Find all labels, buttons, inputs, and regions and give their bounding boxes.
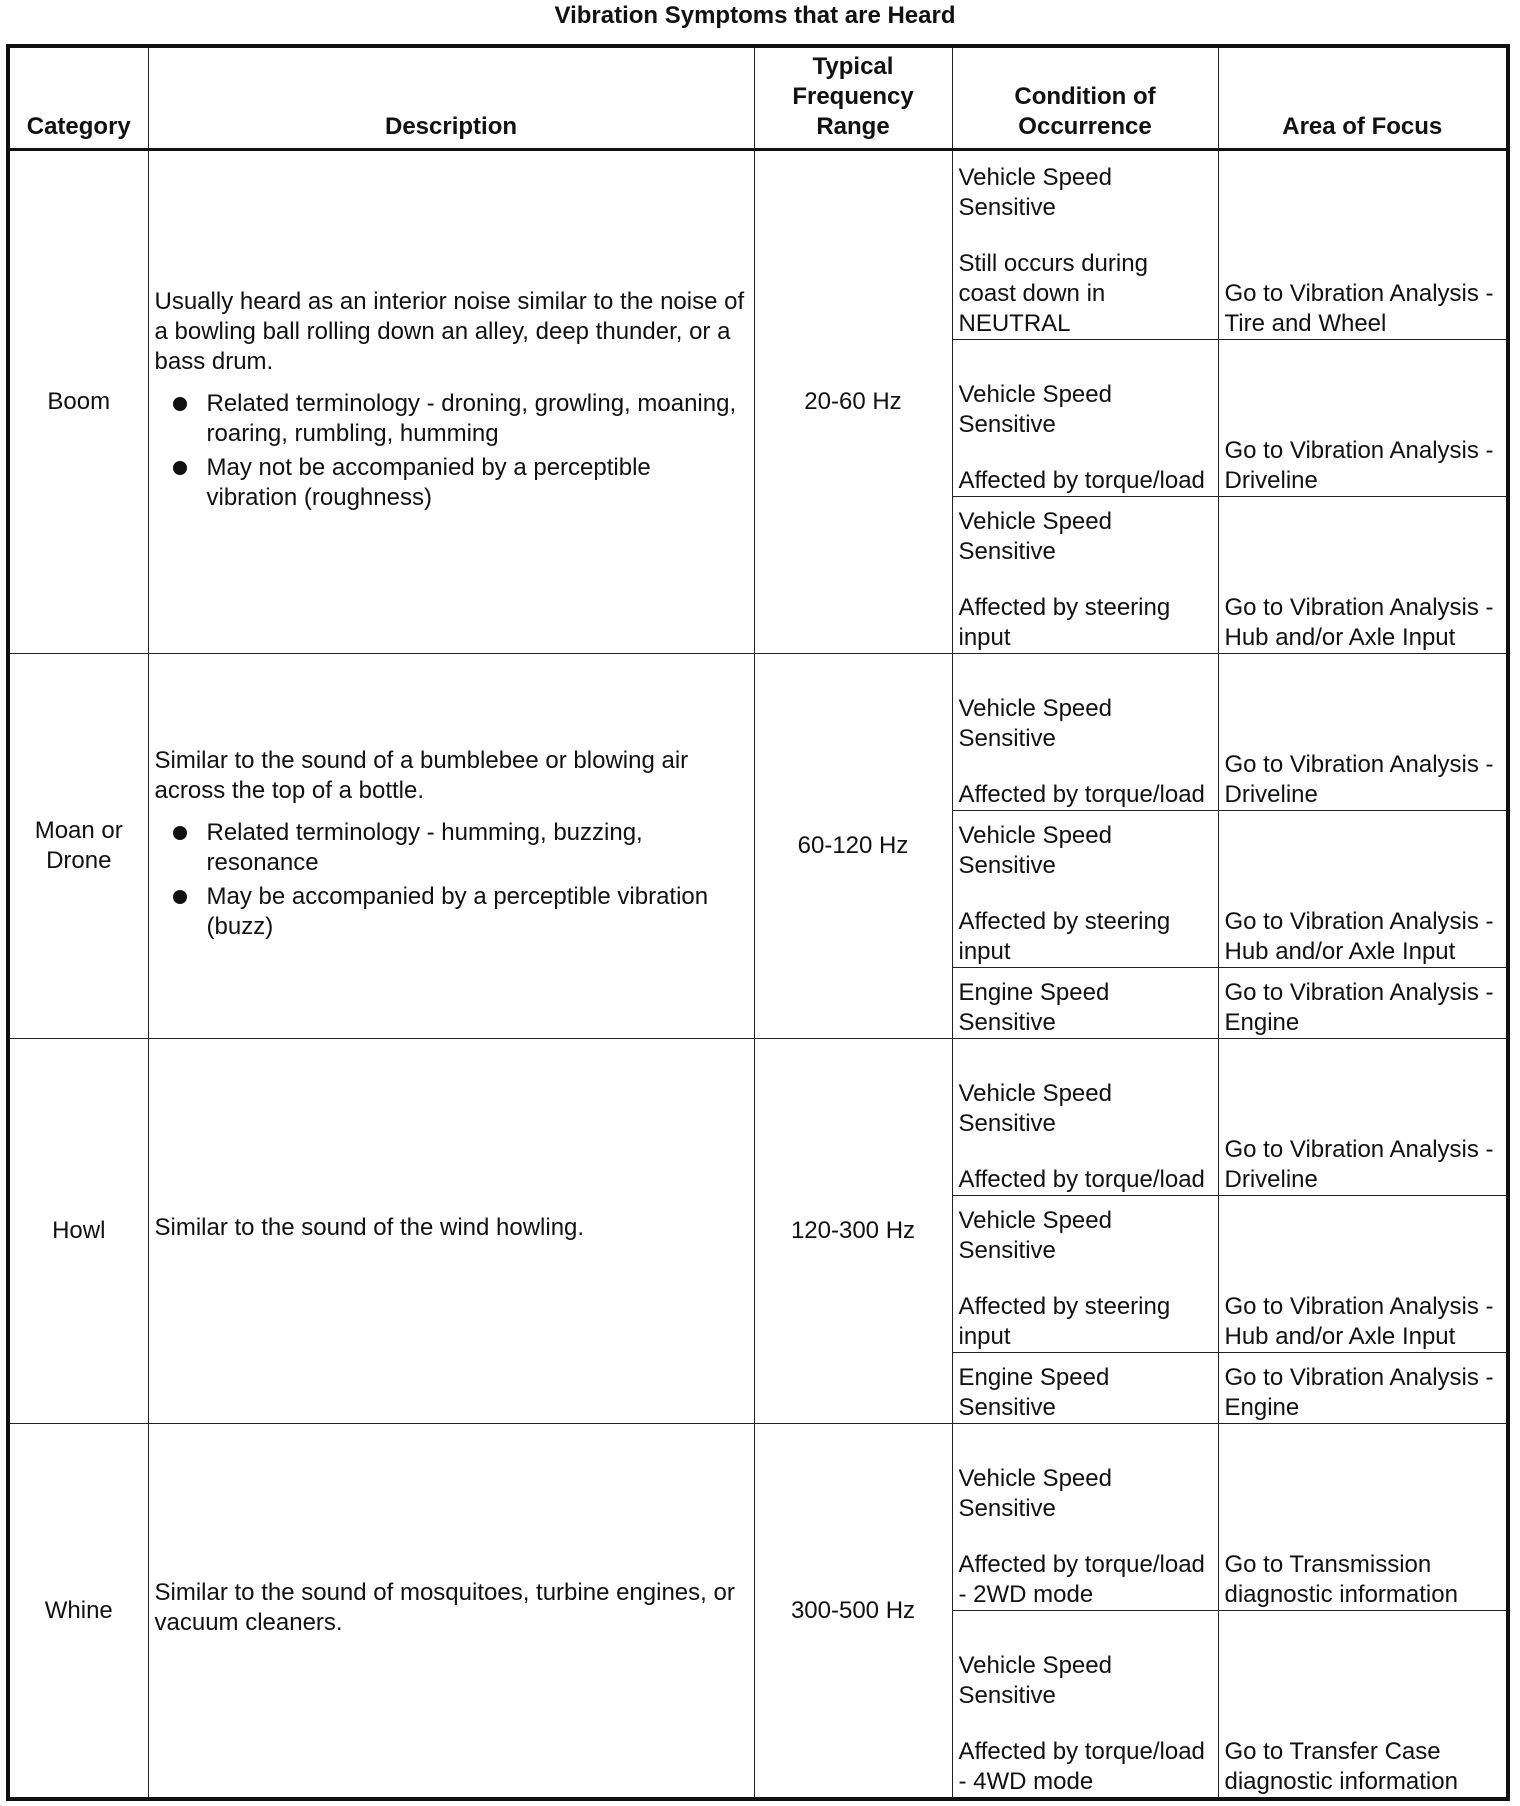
focus-cell: Go to Vibration Analysis - Driveline — [1218, 340, 1508, 497]
condition-primary: Vehicle Speed Sensitive — [958, 164, 1112, 221]
table-header-row — [8, 46, 1508, 150]
condition-secondary: Affected by steering input — [958, 594, 1171, 651]
condition-primary: Vehicle Speed Sensitive — [958, 381, 1112, 438]
bullet-text: Related terminology - droning, growling, moaning, roaring, rumbling, humming — [206, 390, 737, 447]
header-condition: Condition of Occurrence — [952, 46, 1218, 150]
table-row — [8, 150, 1508, 340]
bullet-text: May not be accompanied by a perceptible vibration (roughness) — [206, 454, 651, 511]
description-cell — [148, 1039, 754, 1424]
description-cell — [148, 150, 754, 654]
bullet-icon — [173, 826, 187, 840]
bullet-text: May be accompanied by a perceptible vibration (buzz) — [206, 883, 709, 940]
table-row — [8, 1424, 1508, 1611]
focus-cell: Go to Vibration Analysis - Engine — [1218, 968, 1508, 1039]
focus-cell: Go to Vibration Analysis - Engine — [1218, 1353, 1508, 1424]
terminology-list — [155, 818, 748, 942]
focus-cell: Go to Transmission diagnostic information — [1218, 1424, 1508, 1611]
condition-primary: Vehicle Speed Sensitive — [958, 695, 1112, 752]
list-item — [155, 818, 748, 878]
condition-cell — [952, 340, 1218, 497]
condition-secondary: Still occurs during coast down in NEUTRAL — [958, 250, 1148, 337]
frequency-cell: 60-120 Hz — [754, 654, 952, 1039]
condition-secondary: Affected by torque/load — [958, 467, 1205, 494]
vibration-symptoms-table — [6, 44, 1510, 1801]
focus-cell: Go to Vibration Analysis - Driveline — [1218, 1039, 1508, 1196]
description-cell — [148, 1424, 754, 1800]
condition-primary: Vehicle Speed Sensitive — [958, 1652, 1112, 1709]
category-name: Moan or Drone — [34, 817, 123, 874]
focus-cell: Go to Vibration Analysis - Tire and Wheel — [1218, 150, 1508, 340]
header-frequency: Typical Frequency Range — [754, 46, 952, 150]
condition-primary: Vehicle Speed Sensitive — [958, 1207, 1112, 1264]
condition-primary: Vehicle Speed Sensitive — [958, 508, 1112, 565]
description-text: Similar to the sound of a bumblebee or blowing air across the top of a bottle. — [154, 747, 689, 804]
table-row — [8, 654, 1508, 811]
condition-primary: Engine Speed Sensitive — [958, 1364, 1110, 1421]
list-item — [155, 453, 748, 513]
condition-secondary: Affected by torque/load - 4WD mode — [958, 1738, 1205, 1795]
bullet-icon — [173, 461, 187, 475]
category-cell — [8, 654, 148, 1039]
bullet-text: Related terminology - humming, buzzing, resonance — [206, 819, 643, 876]
condition-cell — [952, 1039, 1218, 1196]
description-cell — [148, 654, 754, 1039]
condition-secondary: Affected by torque/load - 2WD mode — [958, 1551, 1205, 1608]
condition-cell — [952, 1353, 1218, 1424]
focus-cell: Go to Vibration Analysis - Hub and/or Axle Input — [1218, 497, 1508, 654]
condition-cell — [952, 1611, 1218, 1800]
frequency-cell: 300-500 Hz — [754, 1424, 952, 1800]
header-focus: Area of Focus — [1218, 46, 1508, 150]
list-item — [155, 882, 748, 942]
page-title: Vibration Symptoms that are Heard — [554, 2, 956, 29]
condition-cell — [952, 1424, 1218, 1611]
condition-secondary: Affected by torque/load — [958, 1166, 1205, 1193]
condition-cell — [952, 811, 1218, 968]
bullet-icon — [173, 397, 187, 411]
focus-cell: Go to Transfer Case diagnostic information — [1218, 1611, 1508, 1800]
condition-cell — [952, 497, 1218, 654]
list-item — [155, 389, 748, 449]
condition-secondary: Affected by steering input — [958, 908, 1171, 965]
frequency-cell: 20-60 Hz — [754, 150, 952, 654]
header-category: Category — [8, 46, 148, 150]
condition-cell — [952, 654, 1218, 811]
category-cell: Whine — [8, 1424, 148, 1800]
category-cell: Howl — [8, 1039, 148, 1424]
description-text: Similar to the sound of mosquitoes, turbine engines, or vacuum cleaners. — [154, 1578, 735, 1636]
condition-cell — [952, 150, 1218, 340]
condition-primary: Vehicle Speed Sensitive — [958, 822, 1112, 879]
focus-cell: Go to Vibration Analysis - Driveline — [1218, 654, 1508, 811]
condition-secondary: Affected by steering input — [958, 1293, 1171, 1350]
condition-primary: Engine Speed Sensitive — [958, 979, 1110, 1036]
condition-secondary: Affected by torque/load — [958, 781, 1205, 808]
condition-cell — [952, 1196, 1218, 1353]
condition-primary: Vehicle Speed Sensitive — [958, 1465, 1112, 1522]
description-text: Usually heard as an interior noise similar to the noise of a bowling ball rolling down an alley, deep thunder, or a bass drum. — [154, 288, 745, 375]
description-text: Similar to the sound of the wind howling. — [154, 1214, 585, 1241]
condition-cell — [952, 968, 1218, 1039]
header-description: Description — [148, 46, 754, 150]
focus-cell: Go to Vibration Analysis - Hub and/or Axle Input — [1218, 811, 1508, 968]
table-row — [8, 1039, 1508, 1196]
terminology-list — [155, 389, 748, 513]
focus-cell: Go to Vibration Analysis - Hub and/or Axle Input — [1218, 1196, 1508, 1353]
category-cell: Boom — [8, 150, 148, 654]
frequency-cell: 120-300 Hz — [754, 1039, 952, 1424]
condition-primary: Vehicle Speed Sensitive — [958, 1080, 1112, 1137]
bullet-icon — [173, 890, 187, 904]
